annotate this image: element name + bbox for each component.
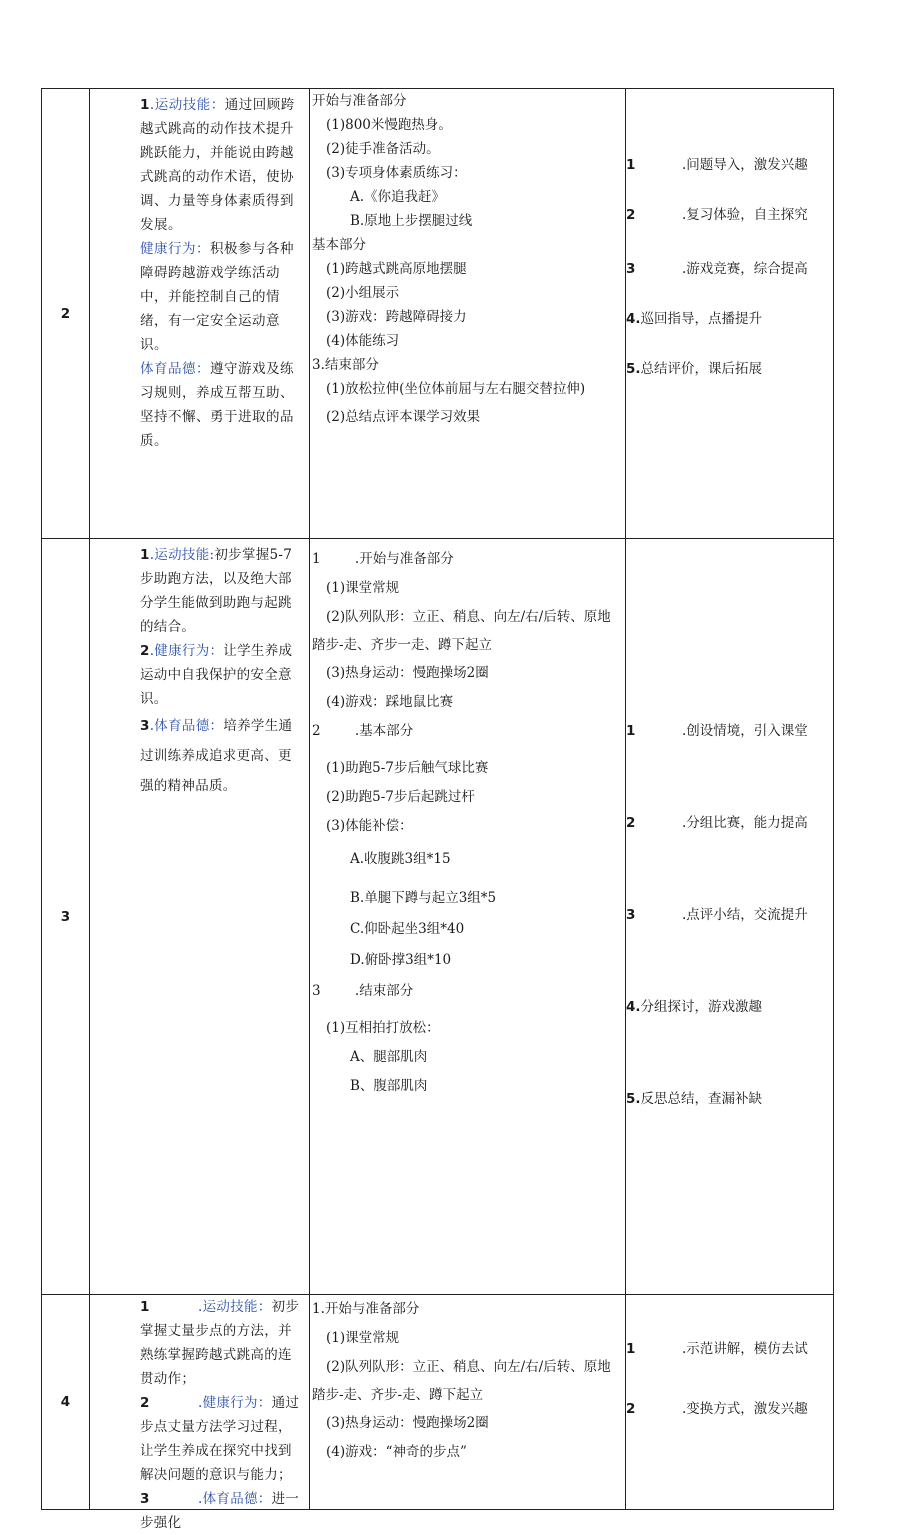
goal-ethic: 体育品德：遵守游戏及练习规则，养成互帮互助、坚持不懈、勇于进取的品质。 [140, 361, 294, 449]
method-item: 1 .创设情境，引入课堂 [626, 723, 808, 739]
list-item: 3.结束部分 [312, 357, 379, 373]
content-list [310, 89, 625, 474]
list-item: A.《你追我赶》 [350, 189, 446, 205]
table-row [42, 539, 834, 1295]
method-item: 5.反思总结，查漏补缺 [626, 1091, 763, 1107]
list-item: A.收腹跳3组*15 [350, 851, 451, 867]
list-item: 1 .开始与准备部分 [312, 551, 454, 567]
goals-cell [90, 539, 310, 1295]
content-cell [310, 1295, 626, 1510]
method-item: 1 .问题导入，激发兴趣 [626, 157, 808, 173]
list-item: (3)体能补偿： [326, 818, 413, 834]
content-list [310, 1295, 625, 1467]
method-item: 5.总结评价，课后拓展 [626, 361, 763, 377]
goal-ethic: 3.体育品德：培养学生通过训练养成追求更高、更强的精神品质。 [140, 718, 293, 794]
goal-health: 健康行为：积极参与各种障碍跨越游戏学练活动中，并能控制自己的情绪，有一定安全运动意识。 [140, 241, 294, 353]
list-item: D.俯卧撑3组*10 [350, 952, 452, 968]
list-item: (3)热身运动：慢跑操场2圈 [326, 1415, 489, 1431]
list-item: (2)助跑5-7步后起跳过杆 [326, 789, 475, 805]
list-item: B.原地上步摆腿过线 [350, 213, 473, 229]
method-item: 3 .点评小结，交流提升 [626, 907, 808, 923]
method-item: 2 .复习体验，自主探究 [626, 207, 808, 223]
method-item: 2 .分组比赛，能力提高 [626, 815, 808, 831]
content-list [310, 539, 625, 1120]
list-item: (2)队列队形：立正、稍息、向左/右/后转、原地踏步-走、齐步-走、蹲下起立 [312, 1359, 611, 1403]
list-item: (1)课堂常规 [326, 580, 400, 596]
list-item: (2)队列队形：立正、稍息、向左/右/后转、原地踏步-走、齐步一走、蹲下起立 [312, 609, 611, 653]
row-number: 2 [42, 89, 90, 539]
method-item: 3 .游戏竞赛，综合提高 [626, 261, 808, 277]
list-item: C.仰卧起坐3组*40 [350, 921, 465, 937]
table-row [42, 1295, 834, 1510]
method-item: 2 .变换方式，激发兴趣 [626, 1401, 808, 1417]
goal-ethic: 3 .体育品德：进一步强化 [140, 1491, 300, 1531]
goals-cell [90, 1295, 310, 1531]
list-item: (2)小组展示 [326, 285, 400, 301]
list-item: B.单腿下蹲与起立3组*5 [350, 890, 497, 906]
list-item: (4)体能练习 [326, 333, 400, 349]
methods-cell [626, 89, 834, 539]
list-item: (1)互相拍打放松： [326, 1020, 440, 1036]
goal-skill: 1.运动技能：通过回顾跨越式跳高的动作技术提升跳跃能力，并能说由跨越式跳高的动作术语，使协调、力量等身体素质得到发展。 [140, 97, 295, 233]
list-item: (3)热身运动：慢跑操场2圈 [326, 665, 489, 681]
table-row [42, 89, 834, 539]
list-item: (4)游戏：踩地鼠比赛 [326, 694, 454, 710]
list-item: (2)总结点评本课学习效果 [326, 409, 481, 425]
list-item: 基本部分 [312, 237, 366, 253]
lesson-plan-table [41, 88, 834, 1531]
method-item: 1 .示范讲解，模仿去试 [626, 1341, 808, 1357]
method-item: 4.分组探讨，游戏激趣 [626, 999, 763, 1015]
list-item: (1)跨越式跳高原地摆腿 [326, 261, 467, 277]
goals-cell [90, 89, 310, 539]
goal-skill: 1.运动技能:初步掌握5-7步助跑方法，以及绝大部分学生能做到助跑与起跳的结合。 [140, 547, 293, 635]
row-number: 4 [42, 1295, 90, 1510]
methods-cell [626, 539, 834, 1295]
content-cell [310, 89, 626, 539]
list-item: (4)游戏：“神奇的步点” [326, 1444, 467, 1460]
list-item: B、腹部肌肉 [350, 1078, 428, 1094]
list-item: (3)专项身体素质练习： [326, 165, 467, 181]
list-item: 3 .结束部分 [312, 983, 414, 999]
list-item: (1)课堂常规 [326, 1330, 400, 1346]
row-number: 3 [42, 539, 90, 1295]
content-cell [310, 539, 626, 1295]
list-item: 2 .基本部分 [312, 723, 414, 739]
goal-skill: 1 .运动技能：初步掌握丈量步点的方法，并熟练掌握跨越式跳高的连贯动作； [140, 1299, 300, 1387]
method-item: 4.巡回指导，点播提升 [626, 311, 763, 327]
list-item: (1)助跑5-7步后触气球比赛 [326, 760, 489, 776]
methods-cell [626, 1295, 834, 1510]
list-item: A、腿部肌肉 [350, 1049, 428, 1065]
goal-health: 2.健康行为：让学生养成运动中自我保护的安全意识。 [140, 643, 293, 707]
list-item: (1)放松拉伸(坐位体前屈与左右腿交替拉伸) [326, 381, 586, 397]
list-item: 开始与准备部分 [312, 93, 407, 109]
list-item: (3)游戏：跨越障碍接力 [326, 309, 467, 325]
list-item: (1)800米慢跑热身。 [326, 117, 452, 133]
list-item: (2)徒手准备活动。 [326, 141, 440, 157]
goal-health: 2 .健康行为：通过步点丈量方法学习过程，让学生养成在探究中找到解决问题的意识与能力； [140, 1395, 300, 1483]
list-item: 1.开始与准备部分 [312, 1301, 420, 1317]
